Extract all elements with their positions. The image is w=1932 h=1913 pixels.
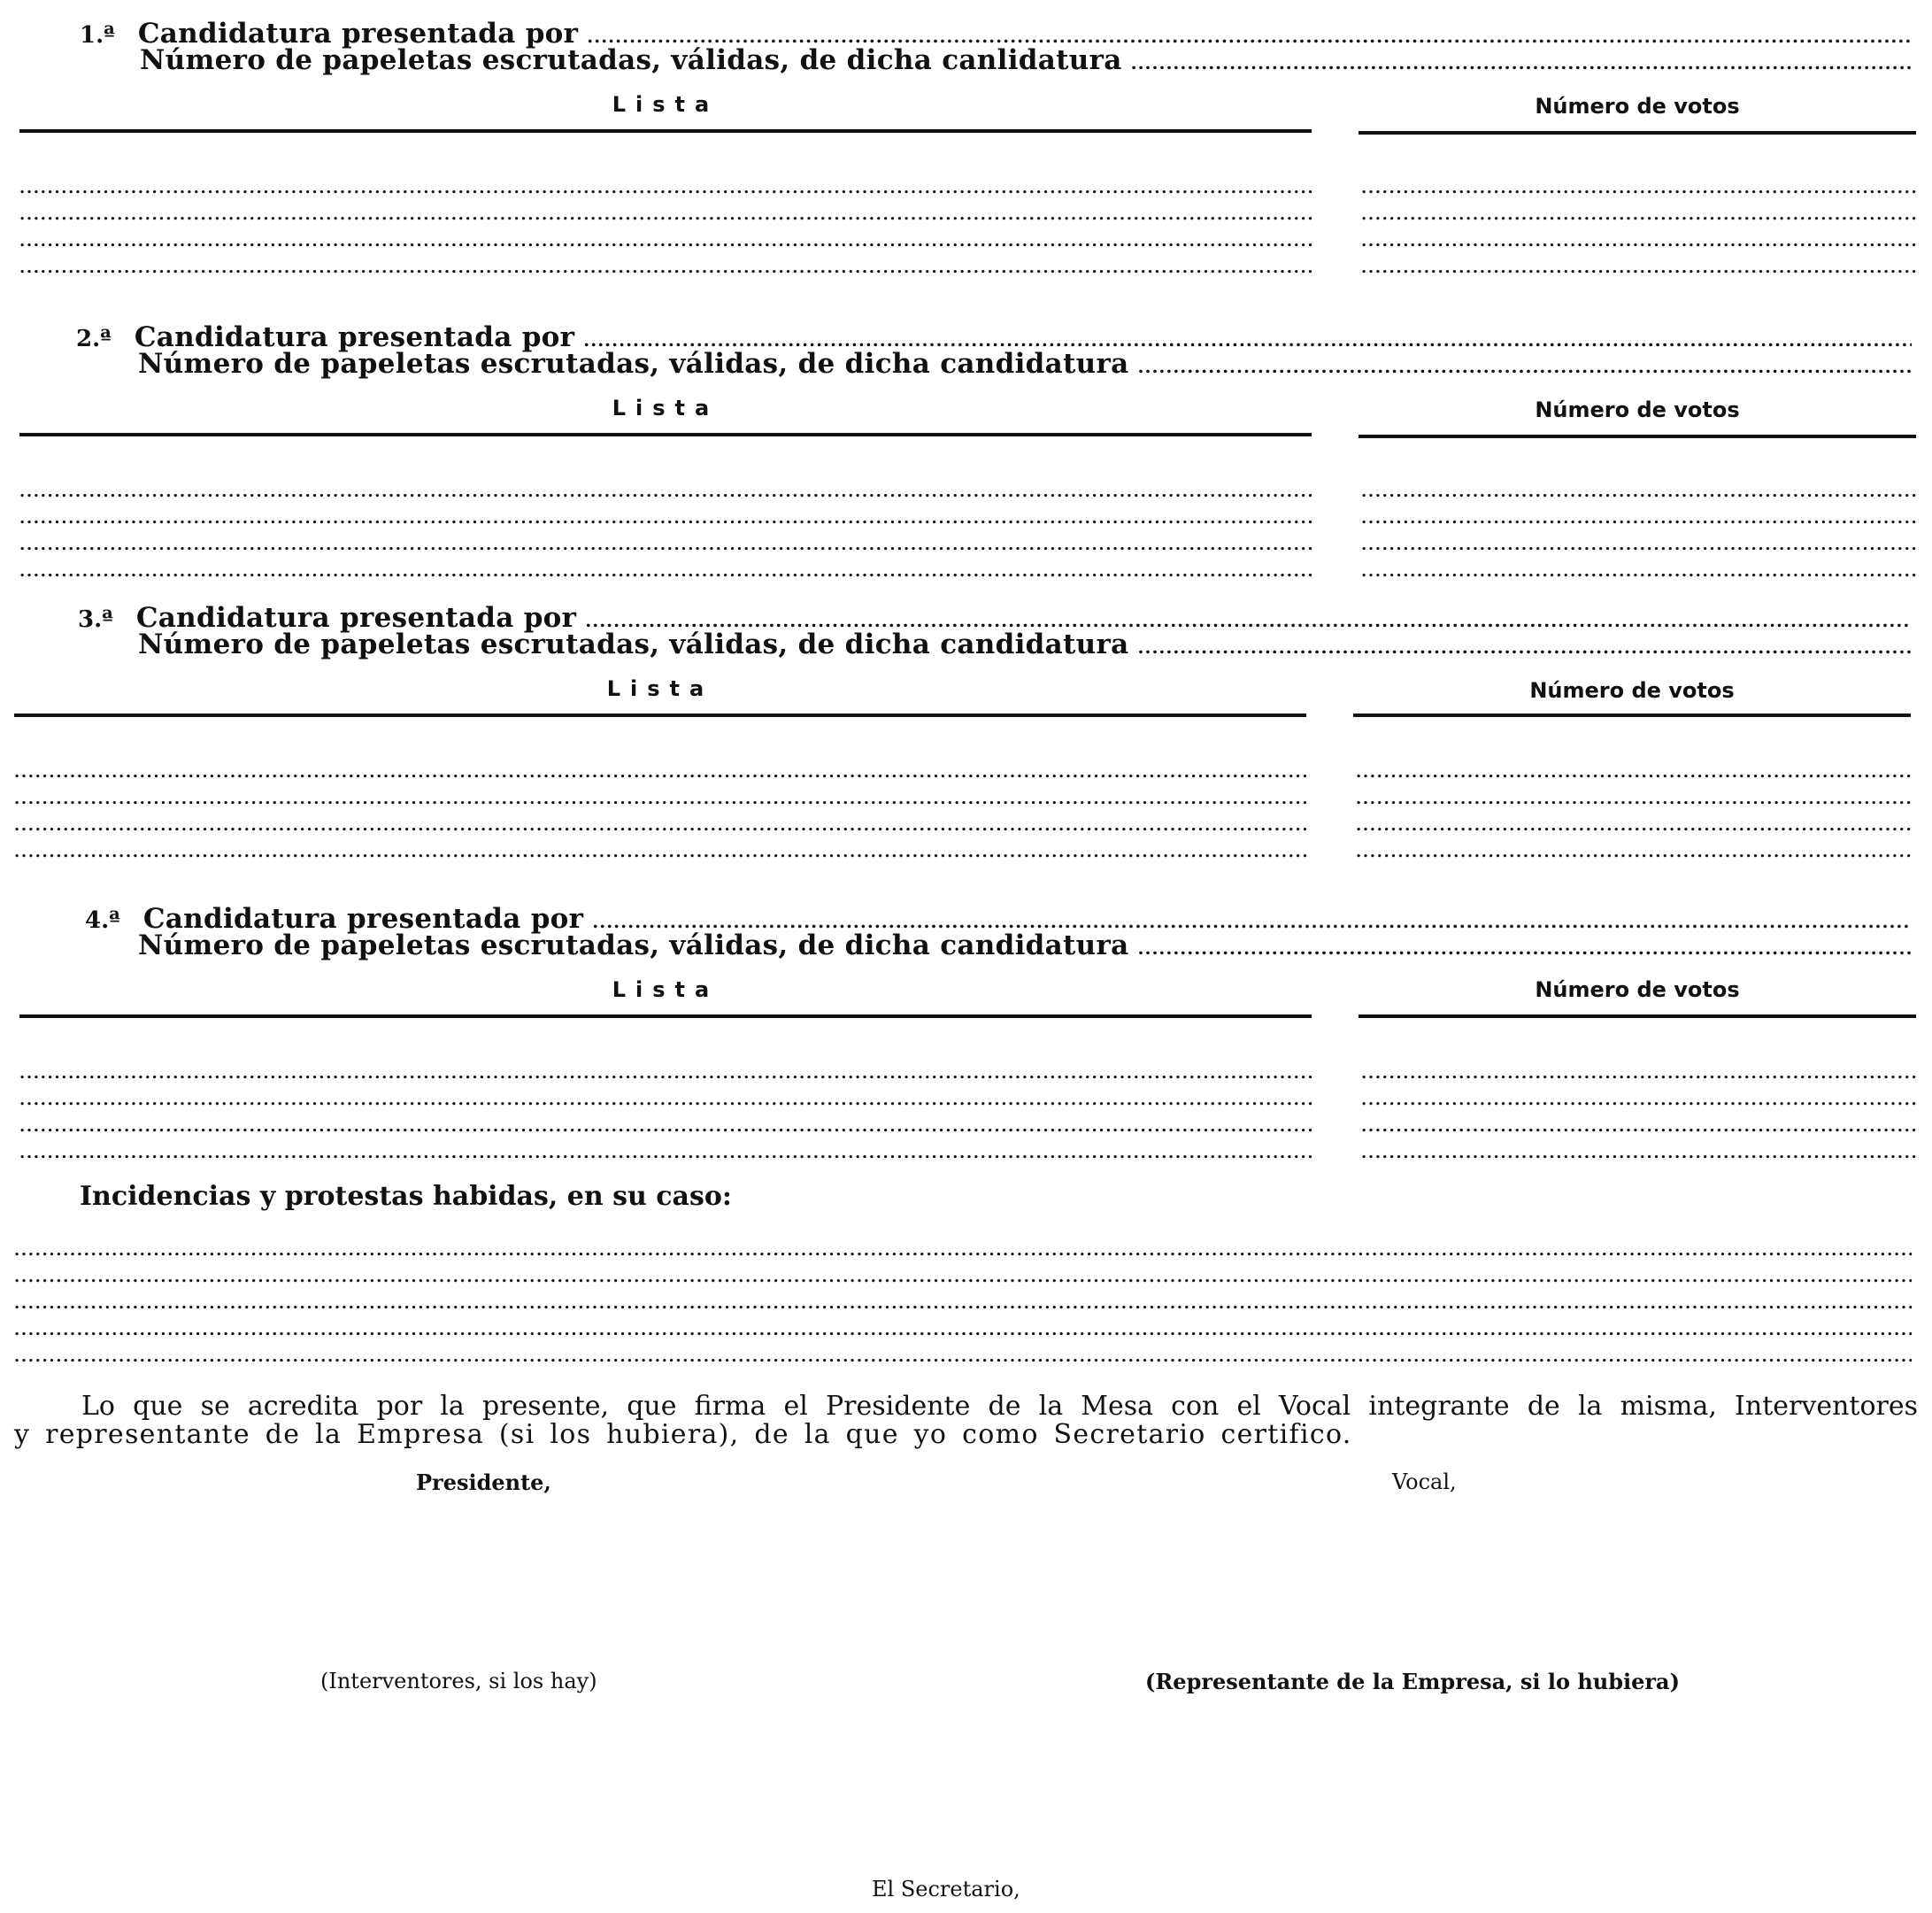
lista-header: Lista [612,396,720,420]
candidatura-presentada-label: Candidatura presentada por [135,602,577,634]
votos-entry-row[interactable] [1361,560,1916,583]
votos-entry-row[interactable] [1356,788,1911,811]
votos-entry-row[interactable] [1356,814,1911,837]
lista-entry-row[interactable] [19,177,1312,200]
papeletas-label: Número de papeletas escrutadas, válidas, de dicha canlidatura [140,44,1122,76]
lista-header: Lista [606,676,714,701]
acreditacion-line-2: y representante de la Empresa (si los hubiera), de la que yo como Secretario certifico. [14,1419,1352,1450]
candidatura-ordinal: 4.ª [85,907,120,934]
lista-entry-row[interactable] [19,560,1312,583]
vocal-label: Vocal, [1392,1469,1457,1494]
lista-entry-row[interactable] [19,1062,1312,1085]
numero-votos-header: Número de votos [1529,678,1735,703]
lista-entry-row[interactable] [14,814,1306,837]
interventores-label: (Interventores, si los hay) [320,1669,597,1693]
papeletas-label: Número de papeletas escrutadas, válidas, de dicha candidatura [138,348,1129,380]
votos-entry-row[interactable] [1361,534,1916,557]
numero-votos-header: Número de votos [1535,977,1740,1002]
votos-entry-row[interactable] [1361,481,1916,504]
votos-rule [1353,714,1911,717]
votos-entry-row[interactable] [1361,1142,1916,1165]
incidencias-row[interactable] [14,1346,1912,1369]
lista-header: Lista [612,977,720,1002]
papeletas-field[interactable] [1131,52,1912,73]
numero-votos-header: Número de votos [1535,397,1740,422]
lista-entry-row[interactable] [14,841,1306,864]
lista-entry-row[interactable] [19,481,1312,504]
lista-header: Lista [612,92,720,117]
candidatura-presentada-label: Candidatura presentada por [137,18,579,50]
votos-entry-row[interactable] [1361,1062,1916,1085]
incidencias-row[interactable] [14,1266,1912,1289]
incidencias-row[interactable] [14,1319,1912,1342]
secretario-label: El Secretario, [872,1877,1020,1901]
lista-entry-row[interactable] [19,507,1312,530]
papeletas-field[interactable] [1138,356,1912,377]
lista-entry-row[interactable] [19,257,1312,280]
lista-entry-row[interactable] [14,788,1306,811]
votos-rule [1359,1014,1916,1018]
numero-votos-header: Número de votos [1535,94,1740,119]
candidatura-presentada-label: Candidatura presentada por [134,321,575,353]
votos-entry-row[interactable] [1361,204,1916,227]
votos-entry-row[interactable] [1361,507,1916,530]
votos-rule [1359,131,1916,135]
papeletas-label: Número de papeletas escrutadas, válidas, de dicha candidatura [138,629,1129,660]
candidatura-ordinal: 3.ª [78,606,113,633]
votos-rule [1359,435,1916,438]
acreditacion-line-1: Lo que se acredita por la presente, que firma el Presidente de la Mesa con el Vocal integrante de la misma, Interventores [81,1391,1918,1422]
lista-rule [19,129,1312,133]
papeletas-field[interactable] [1138,636,1912,658]
representante-label: (Representante de la Empresa, si lo hubiera) [1145,1669,1680,1694]
lista-rule [19,433,1312,436]
lista-entry-row[interactable] [19,204,1312,227]
lista-entry-row[interactable] [19,1115,1312,1138]
lista-rule [14,714,1306,717]
candidatura-ordinal: 1.ª [80,22,115,49]
lista-rule [19,1014,1312,1018]
candidatura-ordinal: 2.ª [76,326,112,352]
votos-entry-row[interactable] [1356,761,1911,784]
papeletas-field[interactable] [1138,937,1912,959]
candidatura-presentada-label: Candidatura presentada por [142,903,584,935]
incidencias-row[interactable] [14,1239,1912,1262]
votos-entry-row[interactable] [1361,177,1916,200]
votos-entry-row[interactable] [1361,1115,1916,1138]
lista-entry-row[interactable] [19,230,1312,253]
incidencias-label: Incidencias y protestas habidas, en su caso: [80,1181,732,1212]
presidente-label: Presidente, [416,1469,551,1495]
votos-entry-row[interactable] [1361,1089,1916,1112]
votos-entry-row[interactable] [1361,257,1916,280]
lista-entry-row[interactable] [19,534,1312,557]
votos-entry-row[interactable] [1361,230,1916,253]
incidencias-row[interactable] [14,1292,1912,1315]
lista-entry-row[interactable] [19,1089,1312,1112]
papeletas-label: Número de papeletas escrutadas, válidas, de dicha candidatura [138,930,1129,961]
votos-entry-row[interactable] [1356,841,1911,864]
lista-entry-row[interactable] [14,761,1306,784]
lista-entry-row[interactable] [19,1142,1312,1165]
